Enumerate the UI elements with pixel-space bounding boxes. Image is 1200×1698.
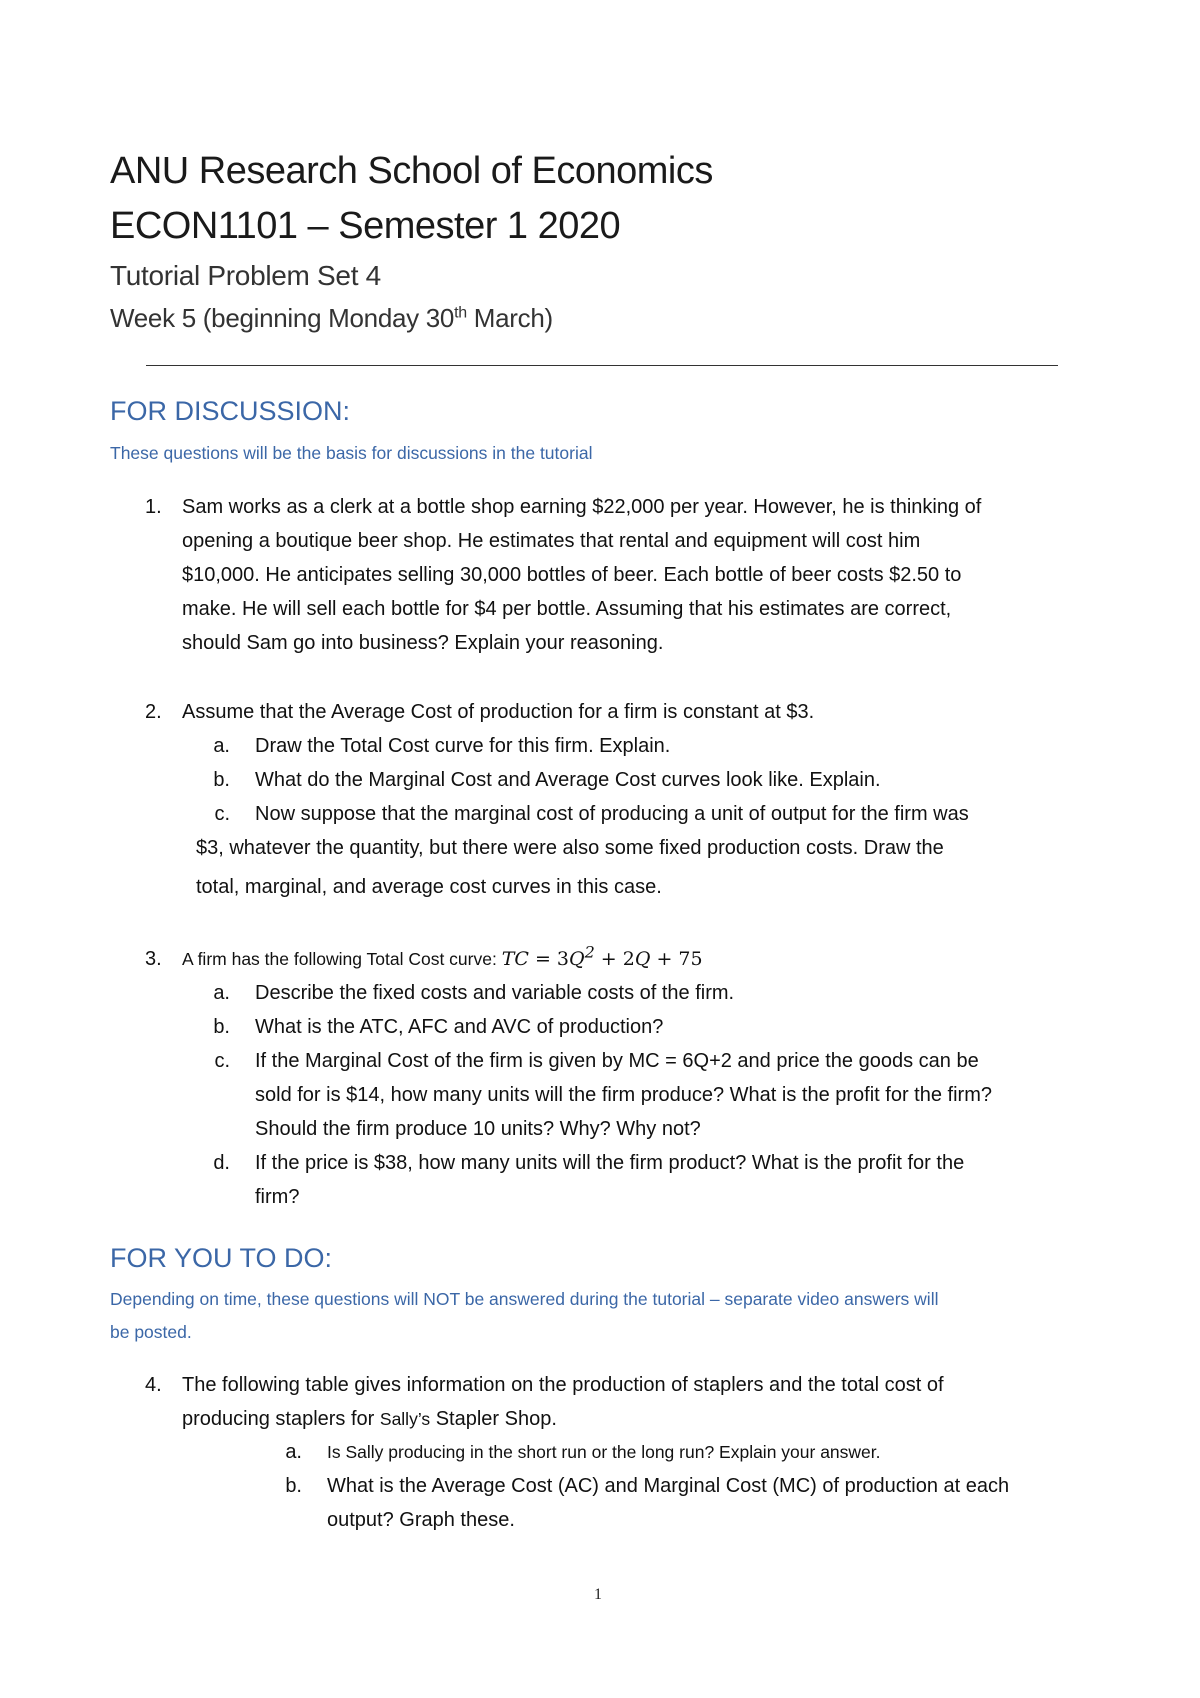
eq-plus-75: + 75	[650, 948, 703, 970]
page-number: 1	[594, 1586, 602, 1603]
q1-line-5: should Sam go into business? Explain your reasoning.	[182, 632, 664, 654]
q1-line-3: $10,000. He anticipates selling 30,000 bottles of beer. Each bottle of beer costs $2.50 to	[182, 564, 962, 586]
q3-text: A firm has the following Total Cost curve:	[182, 949, 502, 969]
q4-line-1: The following table gives information on the production of staplers and the total cost of	[182, 1374, 944, 1396]
q4a-text: Is Sally producing in the short run or the long run? Explain your answer.	[327, 1442, 881, 1462]
tc-equation	[501, 942, 703, 970]
q1-line-1: Sam works as a clerk at a bottle shop earning $22,000 per year. However, he is thinking of	[182, 496, 982, 518]
week-text: Week 5 (beginning Monday 30	[110, 303, 455, 333]
q3-number: 3.	[145, 948, 162, 970]
q4b-line-2: output? Graph these.	[327, 1509, 515, 1531]
q2c-line-3: total, marginal, and average cost curves in this case.	[196, 876, 662, 898]
q1-line-4: make. He will sell each bottle for $4 per bottle. Assuming that his estimates are correct,	[182, 598, 952, 620]
todo-subheading-2: be posted.	[110, 1322, 192, 1342]
q4-line-2c: Stapler Shop.	[430, 1408, 557, 1430]
q2c-line-1: Now suppose that the marginal cost of producing a unit of output for the firm was	[255, 803, 969, 825]
q3a-text: Describe the fixed costs and variable costs of the firm.	[255, 982, 735, 1004]
q4a-label: a.	[285, 1441, 302, 1463]
q3b-label: b.	[213, 1016, 230, 1038]
eq-equals: = 3	[528, 948, 569, 970]
eq-tc: TC	[501, 948, 529, 970]
q3c-label: c.	[214, 1050, 230, 1072]
q3d-line-2: firm?	[255, 1186, 300, 1208]
q2a-label: a.	[213, 735, 230, 757]
q3d-label: d.	[213, 1152, 230, 1174]
q3b-text: What is the ATC, AFC and AVC of production?	[255, 1016, 664, 1038]
discussion-heading: FOR DISCUSSION:	[110, 396, 351, 426]
header-divider	[146, 365, 1058, 366]
q4-line-2	[182, 1402, 557, 1436]
discussion-subheading: These questions will be the basis for discussions in the tutorial	[110, 443, 593, 463]
todo-subheading-1: Depending on time, these questions will NOT be answered during the tutorial – separate video answers will	[110, 1289, 939, 1309]
q3d-line-1: If the price is $38, how many units will the firm product? What is the profit for the	[255, 1152, 965, 1174]
eq-q: Q	[569, 948, 585, 970]
course-title: ECON1101 – Semester 1 2020	[110, 205, 621, 247]
q2c-line-2: $3, whatever the quantity, but there were also some fixed production costs. Draw the	[196, 837, 944, 859]
week-text-end: March)	[466, 303, 553, 333]
eq-plus-2: + 2	[594, 948, 635, 970]
q2-text: Assume that the Average Cost of production for a firm is constant at $3.	[182, 701, 815, 723]
q3c-line-2: sold for is $14, how many units will the firm produce? What is the profit for the firm?	[255, 1084, 992, 1106]
q3-text-line	[182, 942, 703, 976]
eq-exponent: 2	[584, 942, 595, 962]
q2b-label: b.	[213, 769, 230, 791]
q3a-label: a.	[213, 982, 230, 1004]
q2c-label: c.	[214, 803, 230, 825]
q4-number: 4.	[145, 1374, 162, 1396]
q2b-text: What do the Marginal Cost and Average Cost curves look like. Explain.	[255, 769, 881, 791]
week-sup: th	[454, 304, 467, 322]
problem-set-title: Tutorial Problem Set 4	[110, 260, 381, 291]
q4-line-2a: producing staplers for	[182, 1408, 380, 1430]
q2-number: 2.	[145, 701, 162, 723]
q4b-label: b.	[285, 1475, 302, 1497]
q4b-line-1: What is the Average Cost (AC) and Marginal Cost (MC) of production at each	[327, 1475, 1010, 1497]
q1-number: 1.	[145, 496, 162, 518]
q4-line-2b: Sally’s	[379, 1409, 431, 1429]
eq-q2: Q	[634, 948, 651, 970]
q3c-line-3: Should the firm produce 10 units? Why? Why not?	[255, 1118, 701, 1140]
school-title: ANU Research School of Economics	[110, 150, 713, 192]
todo-heading: FOR YOU TO DO:	[110, 1243, 333, 1273]
week-line	[110, 303, 553, 334]
q3c-line-1: If the Marginal Cost of the firm is given by MC = 6Q+2 and price the goods can be	[255, 1050, 979, 1072]
q2a-text: Draw the Total Cost curve for this firm. Explain.	[255, 735, 671, 757]
q1-line-2: opening a boutique beer shop. He estimates that rental and equipment will cost him	[182, 530, 921, 552]
